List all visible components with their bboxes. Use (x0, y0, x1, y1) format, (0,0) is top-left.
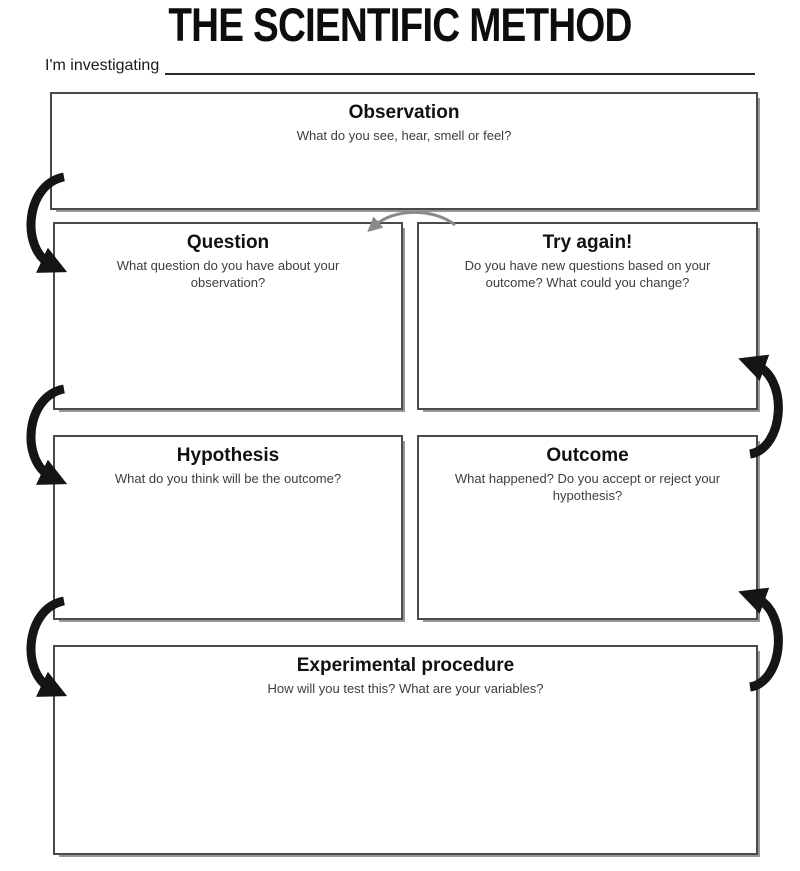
page-title: THE SCIENTIFIC METHOD (168, 0, 632, 52)
experimental-procedure-title: Experimental procedure (296, 655, 515, 676)
investigating-blank-line[interactable] (165, 55, 755, 75)
hypothesis-prompt: What do you think will be the outcome? (114, 471, 342, 486)
try-again-title: Try again! (542, 232, 633, 253)
hypothesis-box[interactable] (53, 435, 403, 620)
investigating-label: I'm investigating (45, 57, 160, 74)
try-again-box[interactable] (417, 222, 758, 410)
hypothesis-title: Hypothesis (176, 445, 280, 466)
try-again-prompt: Do you have new questions based on your outcome? What could you change? (464, 258, 711, 290)
question-prompt: What question do you have about your observation? (116, 258, 340, 290)
observation-title: Observation (348, 102, 460, 123)
question-title: Question (186, 232, 270, 253)
experimental-procedure-prompt: How will you test this? What are your variables? (267, 681, 544, 696)
observation-prompt: What do you see, hear, smell or feel? (296, 128, 512, 143)
outcome-prompt: What happened? Do you accept or reject your hypothesis? (454, 471, 721, 503)
outcome-box[interactable] (417, 435, 758, 620)
experimental-procedure-box[interactable] (53, 645, 758, 855)
question-box[interactable] (53, 222, 403, 410)
investigating-row (45, 55, 755, 75)
observation-box[interactable] (50, 92, 758, 210)
outcome-title: Outcome (546, 445, 629, 466)
